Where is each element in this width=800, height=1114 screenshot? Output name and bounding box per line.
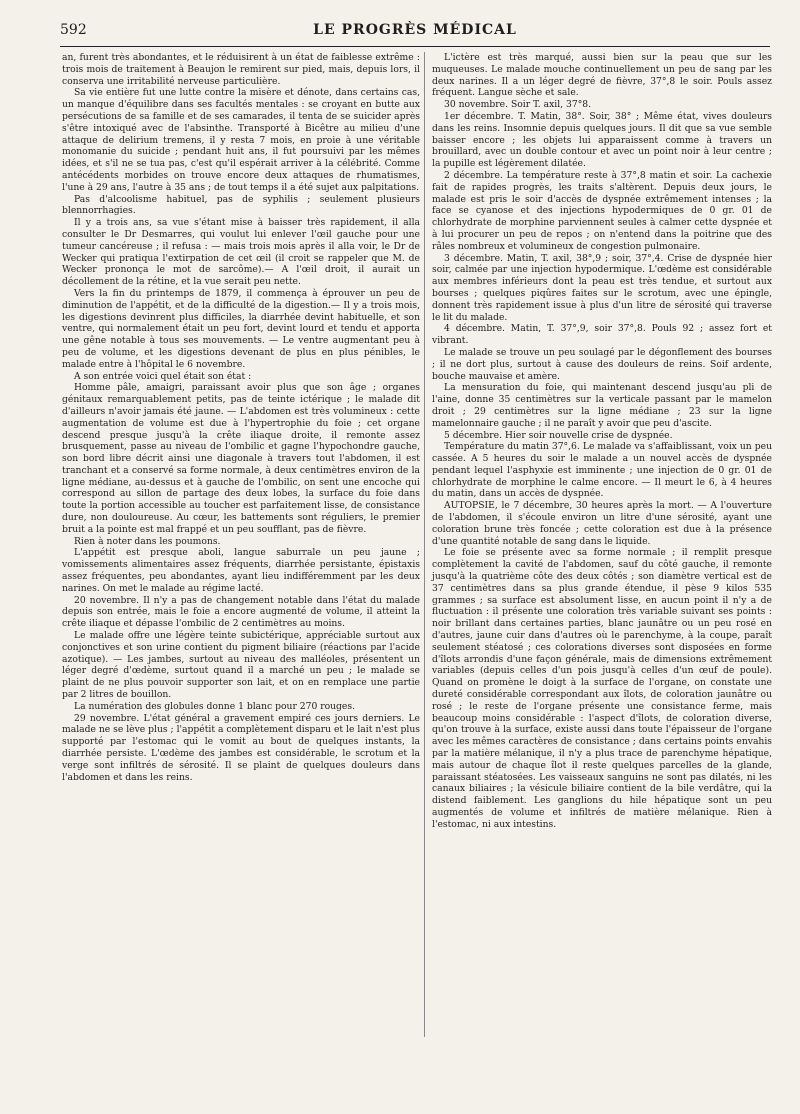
paragraph: Rien à noter dans les poumons. [74, 535, 221, 547]
paragraph: L'appétit est presque aboli, langue saburrale un peu jaune ; vomissements alimentaires assez fréquents, diarrhée persistante, épistaxis assez fréquentes, peu abondantes, ayant lieu indifféremment par les deux narines. On met le malade au régime lacté. [62, 547, 420, 594]
right-column [432, 52, 772, 831]
paragraph: A son entrée voici quel était son état : [74, 370, 252, 382]
paragraph: Sa vie entière fut une lutte contre la misère et dénote, dans certains cas, un manque d'équilibre dans ses facultés mentales : se croyant en butte aux persécutions de sa famille et de ses camarades, il tenta de se suicider après s'être intoxiqué avec de l'absinthe. Transporté à Bicêtre au milieu d'une attaque de delirium tremens, il y resta 7 mois, en proie à une véritable monomanie du suicide ; pendant huit ans, il fut poursuivi par les mêmes idées, et s'il ne se tua pas, c'est qu'il espérait arriver à la célébrité. Comme antécédents morbides on trouve encore deux attaques de rhumatismes, l'une à 29 ans, l'autre à 35 ans ; de tout temps il a été sujet aux palpitations. [62, 87, 420, 193]
paragraph: Homme pâle, amaigri, paraissant avoir plus que son âge ; organes génitaux remarquablement petits, pas de teinte ictérique ; le malade dit d'ailleurs n'avoir jamais été jaune. — L'abdomen est très volumineux : cette augmentation de volume est due à l'hypertrophie du foie ; cet organe descend presque jusqu'à la crête iliaque droite, il remonte assez brusquement, passe au niveau de l'ombilic et gagne l'hypochondre gauche, son bord libre décrit ainsi une diagonale à travers tout l'abdomen, il est tranchant et a conservé sa forme normale, à deux centimètres environ de la ligne médiane, au-dessus et à gauche de l'ombilic, on sent une encoche qui correspond au sillon de partage des deux lobes, la surface du foie dans toute la portion accessible au toucher est parfaitement lisse, de consistance dure, non douloureuse. Au cœur, les battements sont réguliers, le premier bruit a la pointe est mal frappé et un peu soufflant, pas de fièvre. [62, 382, 420, 535]
paragraph: Le malade se trouve un peu soulagé par le dégonflement des bourses ; il ne dort plus, surtout à cause des douleurs de reins. Soif ardente, bouche mauvaise et amère. [432, 346, 772, 382]
paragraph: 2 décembre. La température reste à 37°,8 matin et soir. La cachexie fait de rapides progrès, les traits s'altèrent. Depuis deux jours, le malade est pris le soir d'accès de dyspnée extrêmement intenses ; la face se cyanose et des injections hypodermiques de 0 gr. 01 de chlorhydrate de morphine parviennent seules à calmer cette dyspnée et à lui procurer un peu de repos ; on n'entend dans la poitrine que des râles nombreux et volumineux de congestion pulmonaire. [432, 169, 772, 252]
page-number: 592 [60, 22, 87, 38]
paragraph: 1er décembre. T. Matin, 38°. Soir, 38° ; Même état, vives douleurs dans les reins. Insomnie depuis quelques jours. Il dit que sa vue semble baisser encore ; les objets lui apparaissent comme à travers un brouillard, avec un double contour et avec un point noir à leur centre ; la pupille est légèrement dilatée. [432, 110, 772, 170]
paragraph: an, furent très abondantes, et le réduisirent à un état de faiblesse extrême : trois mois de traitement à Beaujon le remirent sur pied, mais, depuis lors, il conserva une irritabilité nerveuse particulière. [62, 52, 420, 87]
paragraph: 29 novembre. L'état général a gravement empiré ces jours derniers. Le malade ne se lève plus ; l'appétit a complètement disparu et le lait n'est plus supporté par l'estomac qui le vomit au bout de quelques instants, la diarrhée persiste. L'œdème des jambes est considérable, le scrotum et la verge sont infiltrés de sérosité. Il se plaint de quelques douleurs dans l'abdomen et dans les reins. [62, 712, 420, 783]
paragraph: Vers la fin du printemps de 1879, il commença à éprouver un peu de diminution de l'appétit, et de la difficulté de la digestion.— Il y a trois mois, les digestions devinrent plus difficiles, la diarrhée devint habituelle, et son ventre, qui normalement était un peu fort, devint lourd et tendu et apporta une gêne notable à tous ses mouvements. — Le ventre augmentant peu à peu de volume, et les digestions devenant de plus en plus pénibles, le malade entre à l'hôpital le 6 novembre. [62, 287, 420, 370]
paragraph: Pas d'alcoolisme habituel, pas de syphilis ; seulement plusieurs blennorrhagies. [62, 193, 420, 217]
left-column [62, 52, 420, 783]
paragraph: Température du matin 37°,6. Le malade va s'affaiblissant, voix un peu cassée. A 5 heures du soir le malade a un nouvel accès de dyspnée pendant lequel l'asphyxie est imminente ; une injection de 0 gr. 01 de chlorhydrate de morphine le calme encore. — Il meurt le 6, à 4 heures du matin, dans un accès de dyspnée. [432, 441, 772, 500]
paragraph: 5 décembre. Hier soir nouvelle crise de dyspnée. [444, 429, 673, 441]
paragraph: 20 novembre. Il n'y a pas de changement notable dans l'état du malade depuis son entrée, mais le foie a encore augmenté de volume, il atteint la crête iliaque et dépasse l'ombilic de 2 centimètres au moins. [62, 594, 420, 630]
paragraph: Le foie se présente avec sa forme normale ; il remplit presque complètement la cavité de l'abdomen, sauf du côté gauche, il remonte jusqu'à la quatrième côte des deux côtés ; son diamètre vertical est de 37 centimètres dans sa plus grande étendue, il pèse 9 kilos 535 grammes ; sa surface est absolument lisse, en aucun point il n'y a de fluctuation : il présente une coloration très variable suivant ses points : noir brillant dans certaines parties, blanc jaunâtre ou un peu rosé en d'autres, jaune cuir dans d'autres où le parenchyme, à la coupe, paraît seulement stéatosé ; ces colorations diverses sont disposées en forme d'îlots arrondis d'une façon générale, mais de dimensions extrêmement variables (depuis celles d'un pois jusqu'à celles d'un œuf de poule). Quand on promène le doigt à la surface de l'organe, on constate une dureté considérable correspondant aux îlots, de coloration jaunâtre ou rosé ; le reste de l'organe présente une consistance ferme, mais beaucoup moins considérable : l'aspect d'îlots, de coloration diverse, qu'on trouve à la surface, existe aussi dans toute l'épaisseur de l'organe avec les mêmes caractères de consistance ; dans certains points envahis par la matière mélanique, il n'y a plus trace de parenchyme hépatique, mais autour de chaque îlot il reste quelques parcelles de la glande, paraissant stéatosées. Les vaisseaux sanguins ne sont pas dilatés, ni les canaux biliaires ; la vésicule biliaire contient de la bile verdâtre, qui la distend faiblement. Les ganglions du hile hépatique sont un peu augmentés de volume et infiltrés de matière mélanique. Rien à l'estomac, ni aux intestins. [432, 547, 772, 830]
paragraph: La numération des globules donne 1 blanc pour 270 rouges. [74, 700, 356, 712]
paragraph: Le malade offre une légère teinte subictérique, appréciable surtout aux conjonctives et son urine contient du pigment biliaire (réactions par l'acide azotique). — Les jambes, surtout au niveau des malléoles, présentent un léger degré d'œdème, surtout quand il a marché un peu ; le malade se plaint de ne plus pouvoir supporter son lait, et on en remplace une partie par 2 litres de bouillon. [62, 630, 420, 701]
paragraph: L'ictère est très marqué, aussi bien sur la peau que sur les muqueuses. Le malade mouche continuellement un peu de sang par les deux narines. Il a un léger degré de fièvre, 37°,8 le soir. Pouls assez fréquent. Langue sèche et sale. [432, 52, 772, 99]
page-header [60, 20, 770, 47]
paragraph: 3 décembre. Matin, T. axil, 38°,9 ; soir, 37°,4. Crise de dyspnée hier soir, calmée par une injection hypodermique. L'œdème est considérable aux membres inférieurs dont la peau est très tendue, et surtout aux bourses ; quelques piqûres faites sur le scrotum, avec une épingle, donnent très rapidement issue à plus d'un litre de sérosité qui traverse le lit du malade. [432, 252, 772, 323]
paragraph: La mensuration du foie, qui maintenant descend jusqu'au pli de l'aine, donne 35 centimètres sur la verticale passant par le mamelon droit ; 29 centimètres sur la ligne médiane ; 23 sur la ligne mamelonnaire gauche ; il ne paraît y avoir que peu d'ascite. [432, 382, 772, 429]
journal-title: LE PROGRÈS MÉDICAL [313, 22, 517, 38]
paragraph: AUTOPSIE, le 7 décembre, 30 heures après la mort. — A l'ouverture de l'abdomen, il s'écoule environ un litre d'une sérosité, ayant une coloration brune très foncée ; cette coloration est due à la présence d'une quantité notable de sang dans le liquide. [432, 500, 772, 547]
paragraph: Il y a trois ans, sa vue s'étant mise à baisser très rapidement, il alla consulter le Dr Desmarres, qui voulut lui enlever l'œil gauche pour une tumeur cancéreuse ; il refusa : — mais trois mois après il alla voir, le Dr de Wecker qui pratiqua l'extirpation de cet œil (il croit se rappeler que M. de Wecker prononça le mot de sarcôme).— A l'œil droit, il aurait un décollement de la rétine, et la vue serait peu nette. [62, 217, 420, 288]
column-divider [424, 52, 425, 1037]
paragraph: 4 décembre. Matin, T. 37°,9, soir 37°,8. Pouls 92 ; assez fort et vibrant. [432, 323, 772, 347]
paragraph: 30 novembre. Soir T. axil, 37°8. [444, 99, 592, 111]
